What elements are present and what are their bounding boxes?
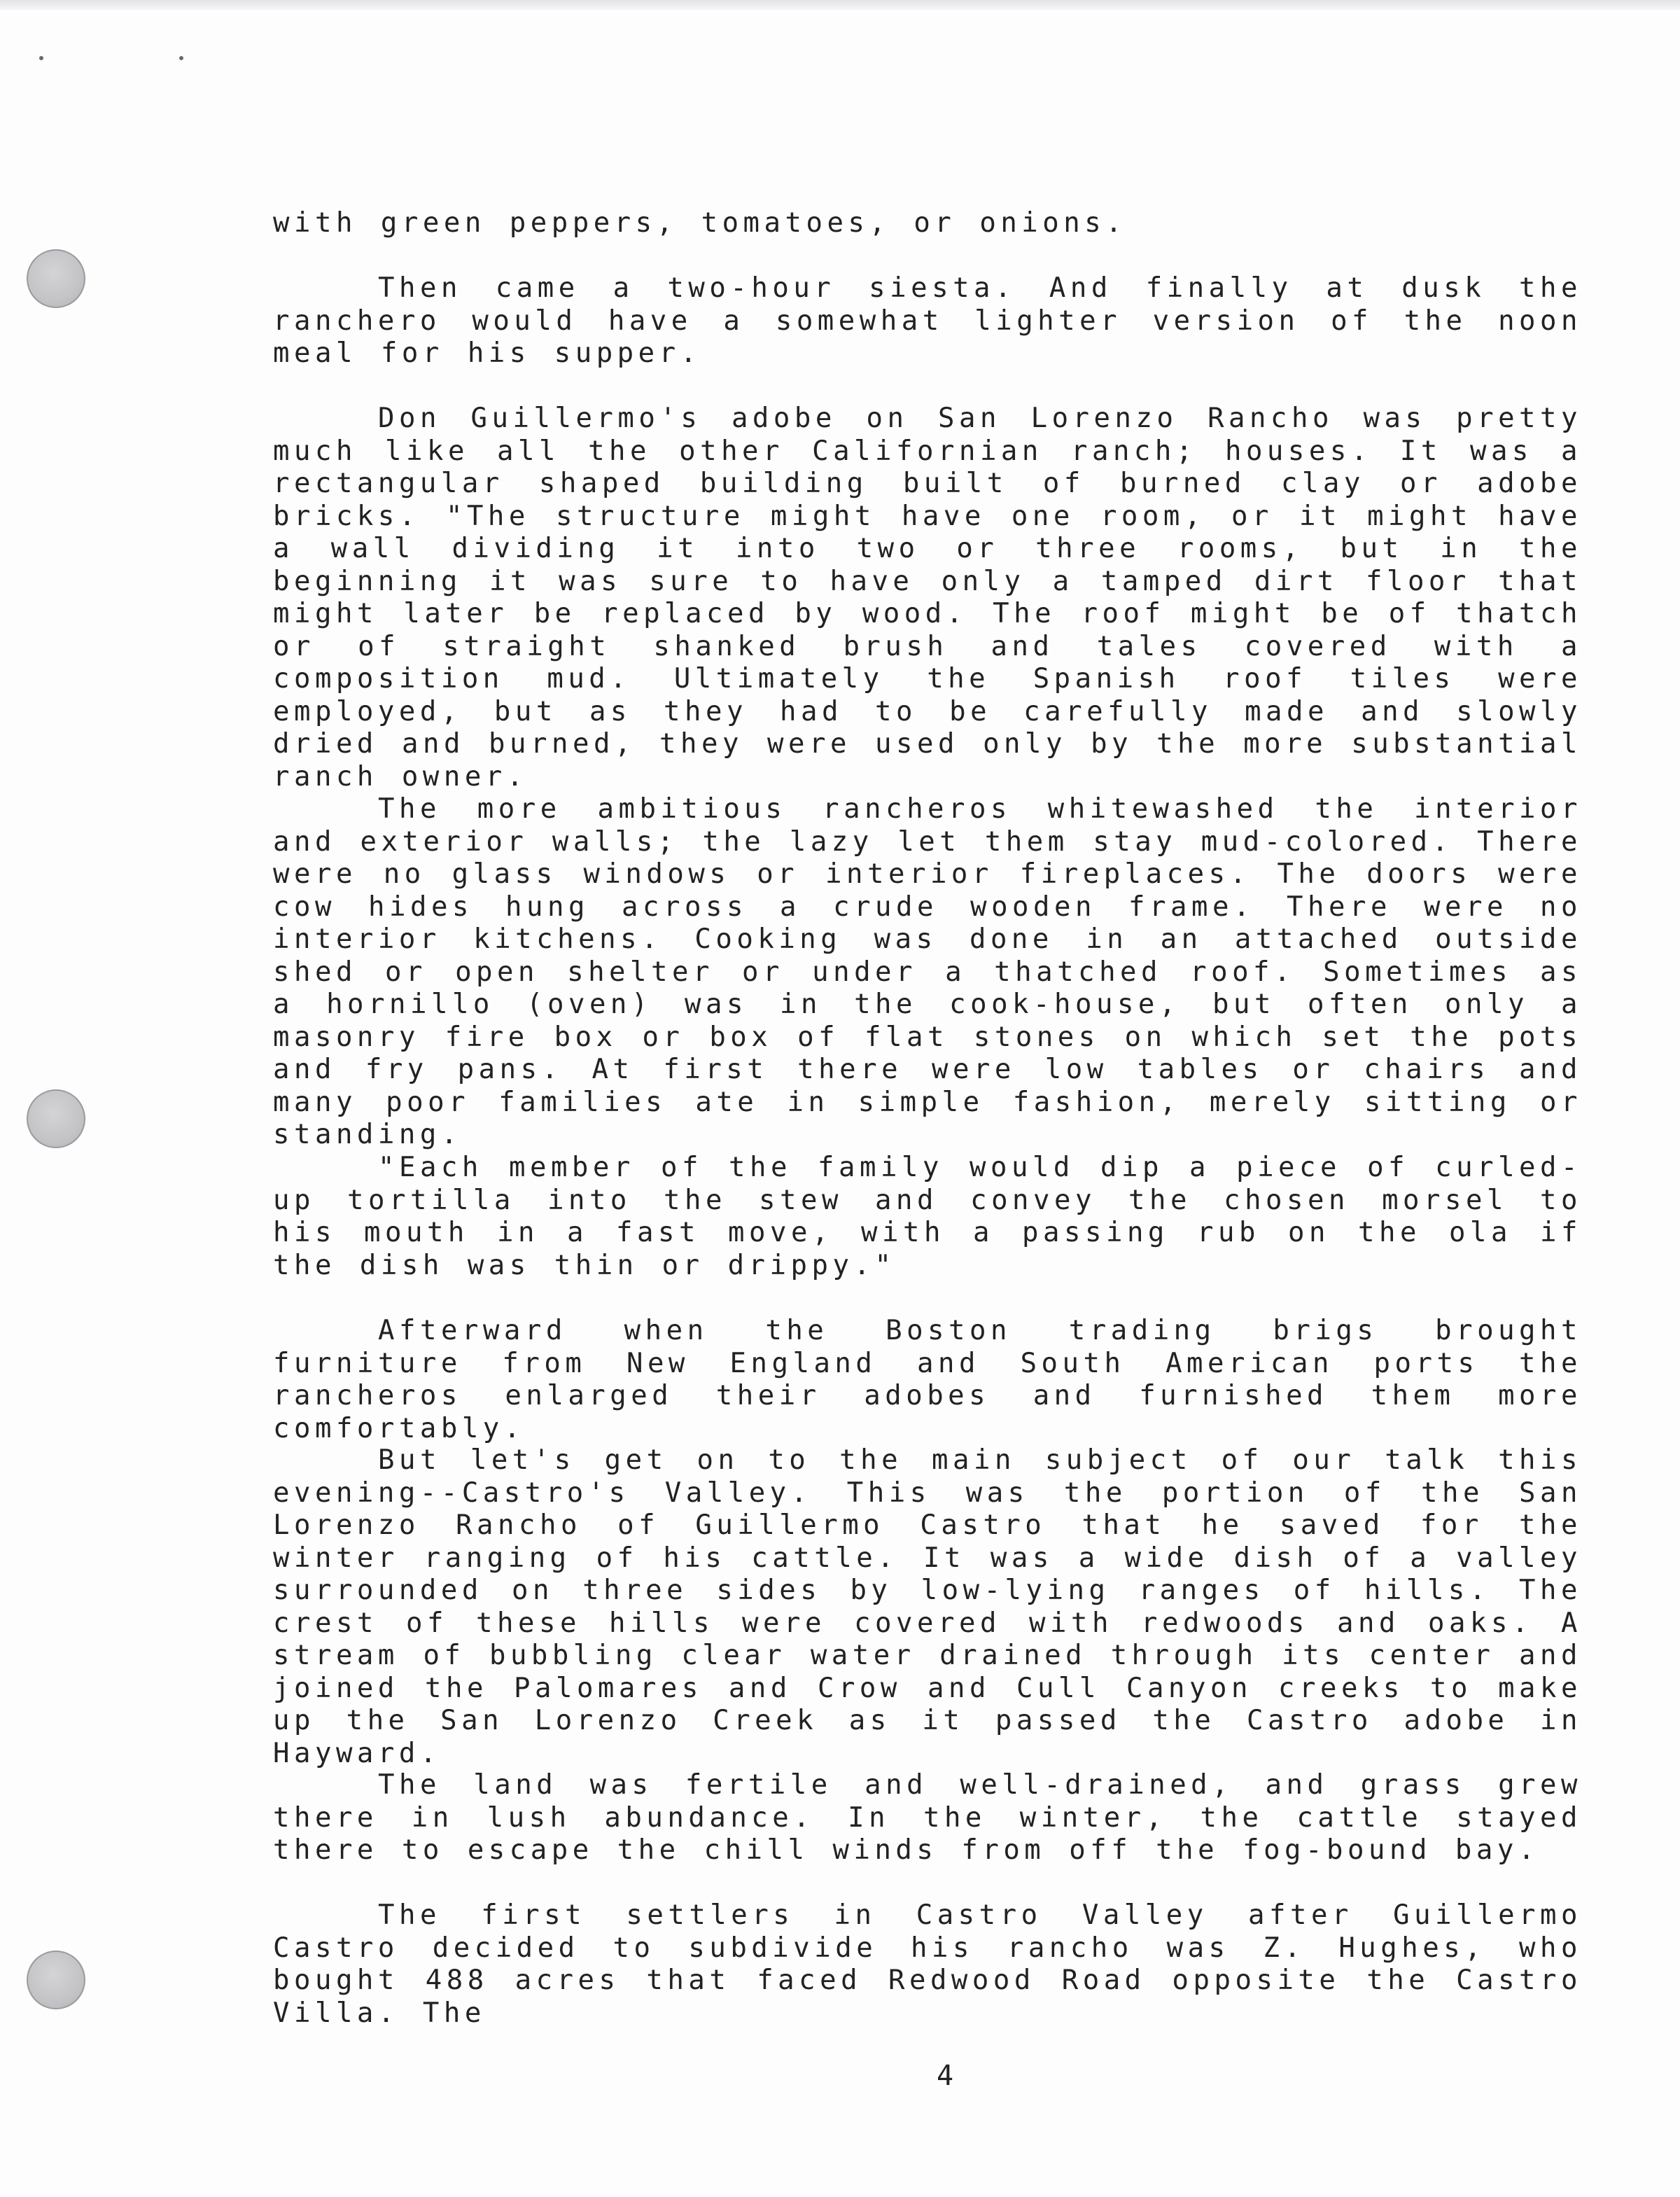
paragraph-9: The first settlers in Castro Valley after Guillermo Castro decided to subdivide his rancho was Z. Hughes, who bought 488 acres that faced Redwood Road opposite the Castro Villa. The [273, 1899, 1582, 2029]
paragraph-8: The land was fertile and well-drained, and grass grew there in lush abundance. In the winter, the cattle stayed there to escape the chill winds from off the fog-bound bay. [273, 1769, 1582, 1866]
punch-hole-top [27, 249, 85, 308]
scan-speck [179, 56, 183, 60]
page-number: 4 [936, 2060, 954, 2092]
paragraph-3: Don Guillermo's adobe on San Lorenzo Rancho was pretty much like all the other Californian ranch; houses. It was a rectangular shaped building built of burned clay or adobe bricks. "The structure might have one room, or it might have a wall dividing it into two or three rooms, but in the beginning it was sure to have only a tamped dirt floor that might later be replaced by wood. The roof might be of thatch or of straight shanked brush and tales covered with a composition mud. Ultimately the Spanish roof tiles were employed, but as they had to be carefully made and slowly dried and burned, they were used only by the more substantial ranch owner. [273, 403, 1582, 793]
punch-hole-middle [27, 1089, 85, 1148]
punch-hole-bottom [27, 1951, 85, 2009]
body-text [273, 207, 1582, 240]
body-text [273, 272, 1582, 370]
paragraph-4: The more ambitious rancheros whitewashed the interior and exterior walls; the lazy let them stay mud-colored. There were no glass windows or interior fireplaces. The doors were cow hides hung across a crude wooden frame. There were no interior kitchens. Cooking was done in an attached outside shed or open shelter or under a thatched roof. Sometimes as a hornillo (oven) was in the cook-house, but often only a masonry fire box or box of flat stones on which set the pots and fry pans. At first there were low tables or chairs and many poor families ate in simple fashion, merely sitting or standing. [273, 793, 1582, 1150]
body-text [273, 793, 1582, 1152]
body-text [273, 1769, 1582, 1867]
body-text [273, 1315, 1582, 1445]
paragraph-5: "Each member of the family would dip a piece of curled-up tortilla into the stew and convey the chosen morsel to his mouth in a fast move, with a passing rub on the ola if the dish was thin or drippy." [273, 1152, 1582, 1281]
body-text [273, 403, 1582, 793]
body-text [273, 1444, 1582, 1770]
body-text [273, 1899, 1582, 2030]
paragraph-7: But let's get on to the main subject of our talk this evening--Castro's Valley. This was the portion of the San Lorenzo Rancho of Guillermo Castro that he saved for the winter ranging of his cattle. It was a wide dish of a valley surrounded on three sides by low-lying ranges of hills. The crest of these hills were covered with redwoods and oaks. A stream of bubbling clear water drained through its center and joined the Palomares and Crow and Cull Canyon creeks to make up the San Lorenzo Creek as it passed the Castro adobe in Hayward. [273, 1444, 1582, 1769]
scan-top-edge [0, 0, 1680, 10]
body-text [273, 1152, 1582, 1282]
scan-speck [39, 56, 43, 60]
paragraph-2: Then came a two-hour siesta. And finally at dusk the ranchero would have a somewhat lighter version of the noon meal for his supper. [273, 272, 1582, 369]
paragraph-6: Afterward when the Boston trading brigs brought furniture from New England and South American ports the rancheros enlarged their adobes and furnished them more comfortably. [273, 1315, 1582, 1444]
paragraph-1: with green peppers, tomatoes, or onions. [273, 207, 1127, 239]
